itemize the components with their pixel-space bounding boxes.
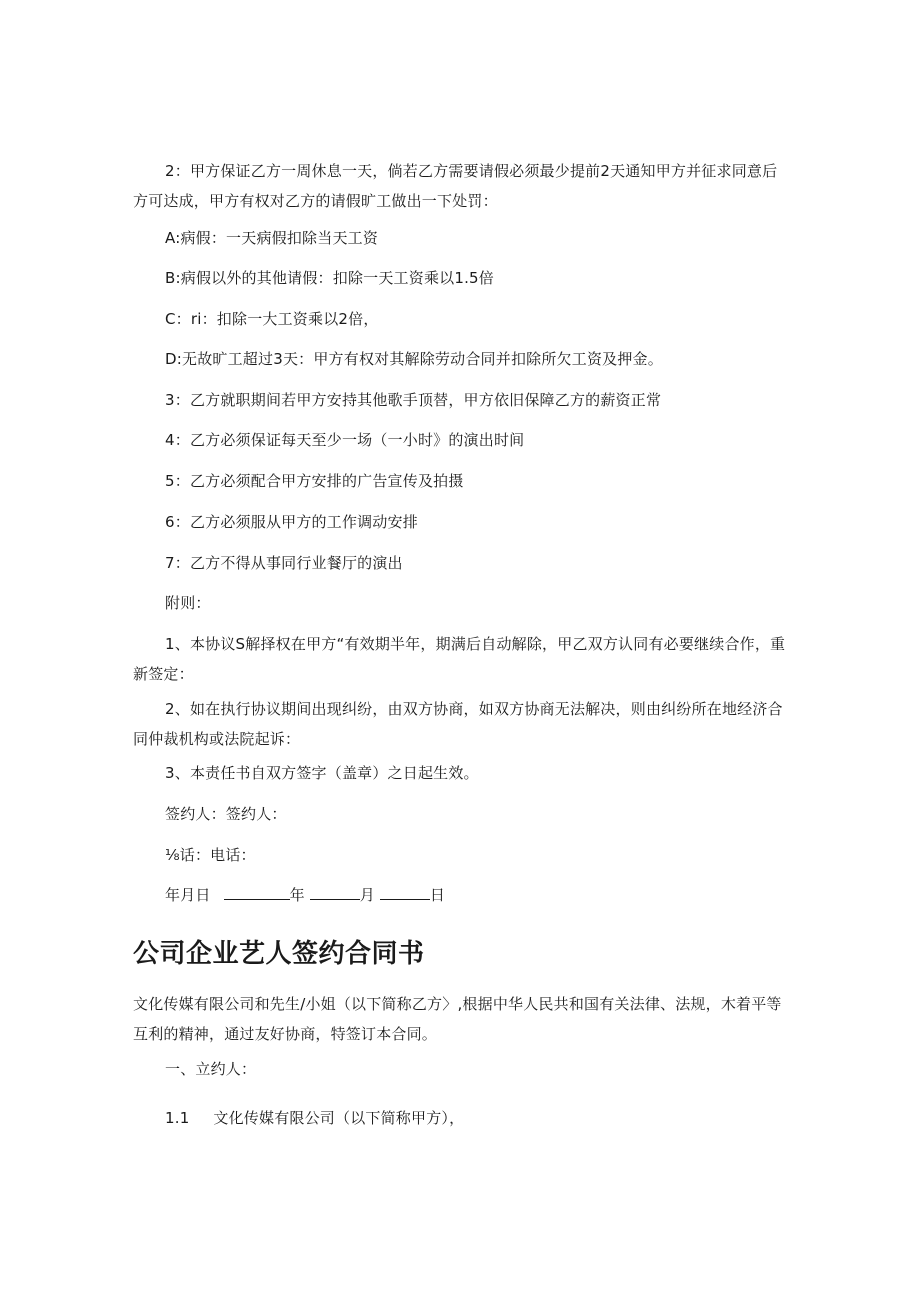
- date-line: [165, 880, 820, 910]
- clause-2: 2：甲方保证乙方一周休息一天，倘若乙方需要请假必须最少提前2天通知甲方并征求同意后方可达成，甲方有权对乙方的请假旷工做出一下处罚：: [133, 162, 778, 210]
- date-month-label: 月: [359, 886, 375, 904]
- supplementary-heading: 附则：: [165, 594, 211, 612]
- phone-line: ⅛话：电话：: [165, 846, 256, 864]
- clause-2-c: C：ri：扣除一大工资乘以2倍，: [165, 310, 379, 328]
- contract-intro: 文化传媒有限公司和先生/小姐（以下简称乙方〉,根据中华人民共和国有关法律、法规，木着平等互利的精神，通过友好协商，特签订本合同。: [133, 995, 782, 1043]
- clause-2-a: A:病假：一天病假扣除当天工资: [165, 229, 379, 247]
- clause-4: 4：乙方必须保证每天至少一场（一小时》的演出时间: [165, 431, 525, 449]
- date-prefix: 年月日: [165, 886, 211, 904]
- year-blank: [224, 883, 290, 900]
- signatory-line: 签约人：签约人：: [165, 805, 287, 823]
- supplementary-2: 2、如在执行协议期间出现纠纷，由双方协商，如双方协商无法解决，则由纠纷所在地经济合同仲裁机构或法院起诉：: [133, 700, 783, 748]
- item-1-1: [165, 1103, 820, 1133]
- month-blank: [310, 883, 360, 900]
- supplementary-1: 1、本协议S解择权在甲方“有效期半年，期满后自动解除，甲乙双方认同有必要继续合作，重新签定：: [133, 635, 786, 683]
- clause-7: 7：乙方不得从事同行业餐厅的演出: [165, 554, 403, 572]
- clause-5: 5：乙方必须配合甲方安排的广告宣传及拍摄: [165, 472, 464, 490]
- date-year-label: 年: [289, 886, 305, 904]
- supplementary-3: 3、本责任书自双方签字（盖章）之日起生效。: [165, 764, 479, 782]
- contract-title: 公司企业艺人签约合同书: [133, 939, 425, 969]
- day-blank: [380, 883, 430, 900]
- item-1-1-number: 1.1: [165, 1109, 190, 1127]
- date-day-label: 日: [429, 886, 446, 904]
- section-1-heading: 一、立约人：: [165, 1060, 257, 1078]
- item-1-1-text: 文化传媒有限公司（以下简称甲方），: [213, 1109, 465, 1127]
- clause-3: 3：乙方就职期间若甲方安持其他歌手顶替，甲方依旧保障乙方的薪资正常: [165, 391, 662, 409]
- clause-2-b: B:病假以外的其他请假：扣除一天工资乘以1.5倍: [165, 269, 495, 287]
- clause-6: 6：乙方必须服从甲方的工作调动安排: [165, 513, 418, 531]
- clause-2-d: D:无故旷工超过3天：甲方有权对其解除劳动合同并扣除所欠工资及押金。: [165, 350, 663, 368]
